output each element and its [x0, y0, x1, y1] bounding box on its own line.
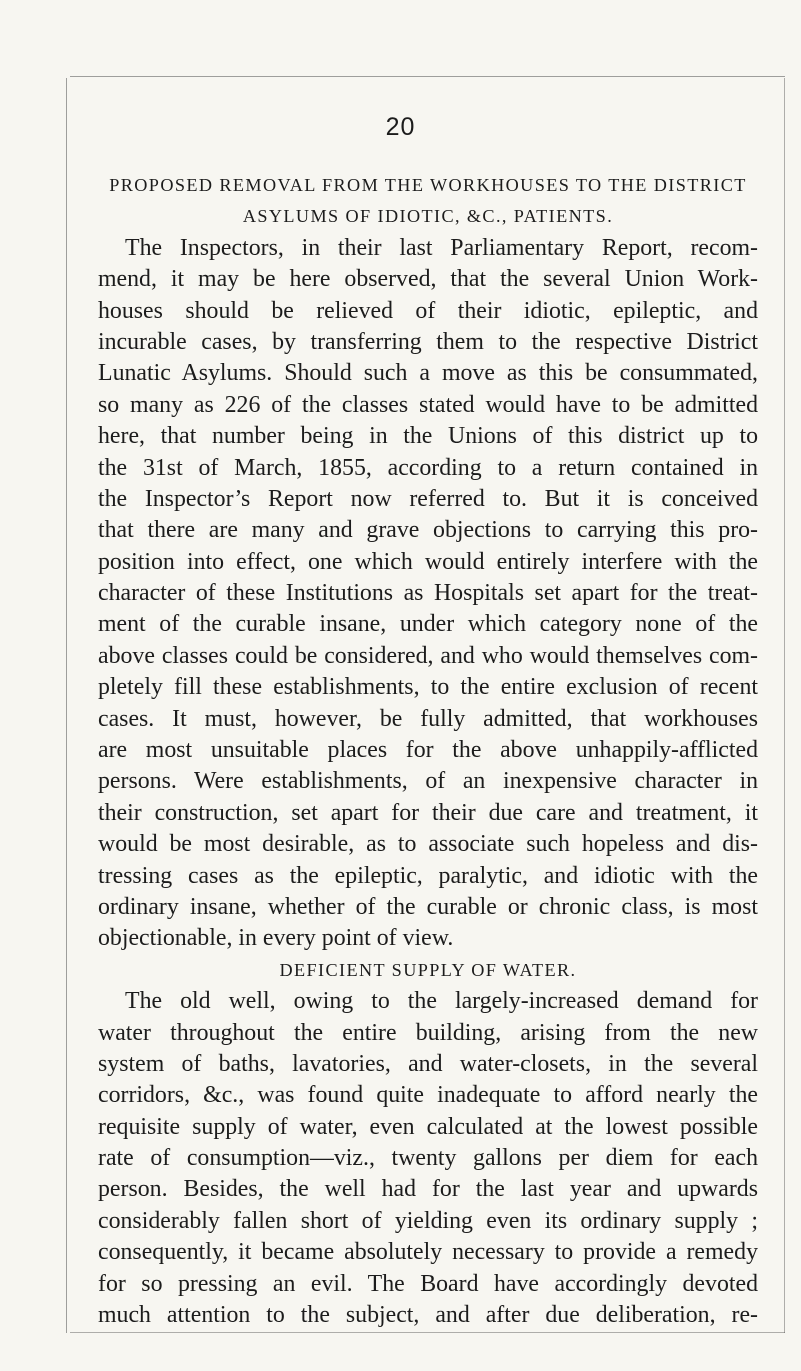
page-number: 20	[385, 113, 416, 141]
text-line: corridors, &c., was found quite inadequate to afford nearly the	[98, 1082, 758, 1109]
text-line: here, that number being in the Unions of this district up to	[98, 423, 758, 450]
text-line: houses should be relieved of their idiotic, epileptic, and	[98, 297, 758, 324]
text-line: that there are many and grave objections to carrying this pro-	[98, 517, 758, 544]
text-line: system of baths, lavatories, and water-closets, in the several	[98, 1050, 758, 1077]
page-border-bottom	[70, 1332, 785, 1333]
text-line: Lunatic Asylums. Should such a move as this be consummated,	[98, 360, 758, 387]
text-line: requisite supply of water, even calculated at the lowest possible	[98, 1113, 758, 1140]
text-line: rate of consumption—viz., twenty gallons per diem for each	[98, 1145, 758, 1172]
text-line: would be most desirable, as to associate such hopeless and dis-	[98, 831, 758, 858]
text-line: consequently, it became absolutely necessary to provide a remedy	[98, 1239, 758, 1266]
text-line: are most unsuitable places for the above unhappily-afflicted	[98, 737, 758, 763]
text-line: cases. It must, however, be fully admitted, that workhouses	[98, 705, 758, 732]
text-line: ordinary insane, whether of the curable or chronic class, is most	[98, 893, 758, 920]
text-line: persons. Were establishments, of an inexpensive character in	[98, 768, 758, 795]
text-line: the 31st of March, 1855, according to a return contained in	[98, 454, 758, 481]
text-line: objectionable, in every point of view.	[98, 925, 454, 952]
text-line: incurable cases, by transferring them to the respective District	[98, 328, 758, 355]
text-line: water throughout the entire building, arising from the new	[98, 1019, 758, 1046]
text-line: The old well, owing to the largely-increased demand for	[125, 988, 758, 1015]
text-line: The Inspectors, in their last Parliamentary Report, recom-	[125, 234, 758, 261]
text-line: the Inspector’s Report now referred to. But it is conceived	[98, 485, 758, 512]
text-line: so many as 226 of the classes stated would have to be admitted	[98, 391, 758, 418]
text-line: much attention to the subject, and after due deliberation, re-	[98, 1302, 758, 1328]
page-border-right	[784, 78, 785, 1333]
text-line: pletely fill these establishments, to the entire exclusion of recent	[98, 674, 758, 701]
text-line: character of these Institutions as Hospitals set apart for the treat-	[98, 580, 758, 607]
text-line: considerably fallen short of yielding even its ordinary supply ;	[98, 1207, 758, 1234]
text-line: person. Besides, the well had for the last year and upwards	[98, 1176, 758, 1203]
section-heading-line: ASYLUMS OF IDIOTIC, &C., PATIENTS.	[242, 206, 614, 227]
text-line: for so pressing an evil. The Board have accordingly devoted	[98, 1270, 758, 1297]
text-line: ment of the curable insane, under which category none of the	[98, 611, 758, 638]
page-border-left	[66, 78, 67, 1333]
text-line: tressing cases as the epileptic, paralytic, and idiotic with the	[98, 862, 758, 889]
text-line: their construction, set apart for their due care and treatment, it	[98, 799, 758, 826]
section-heading-line: PROPOSED REMOVAL FROM THE WORKHOUSES TO THE DISTRICT	[109, 175, 747, 195]
text-line: above classes could be considered, and who would themselves com-	[98, 642, 758, 669]
text-line: mend, it may be here observed, that the several Union Work-	[98, 266, 758, 293]
section-heading: DEFICIENT SUPPLY OF WATER.	[279, 959, 577, 980]
text-line: position into effect, one which would entirely interfere with the	[98, 548, 758, 575]
page-border-top	[70, 76, 785, 77]
